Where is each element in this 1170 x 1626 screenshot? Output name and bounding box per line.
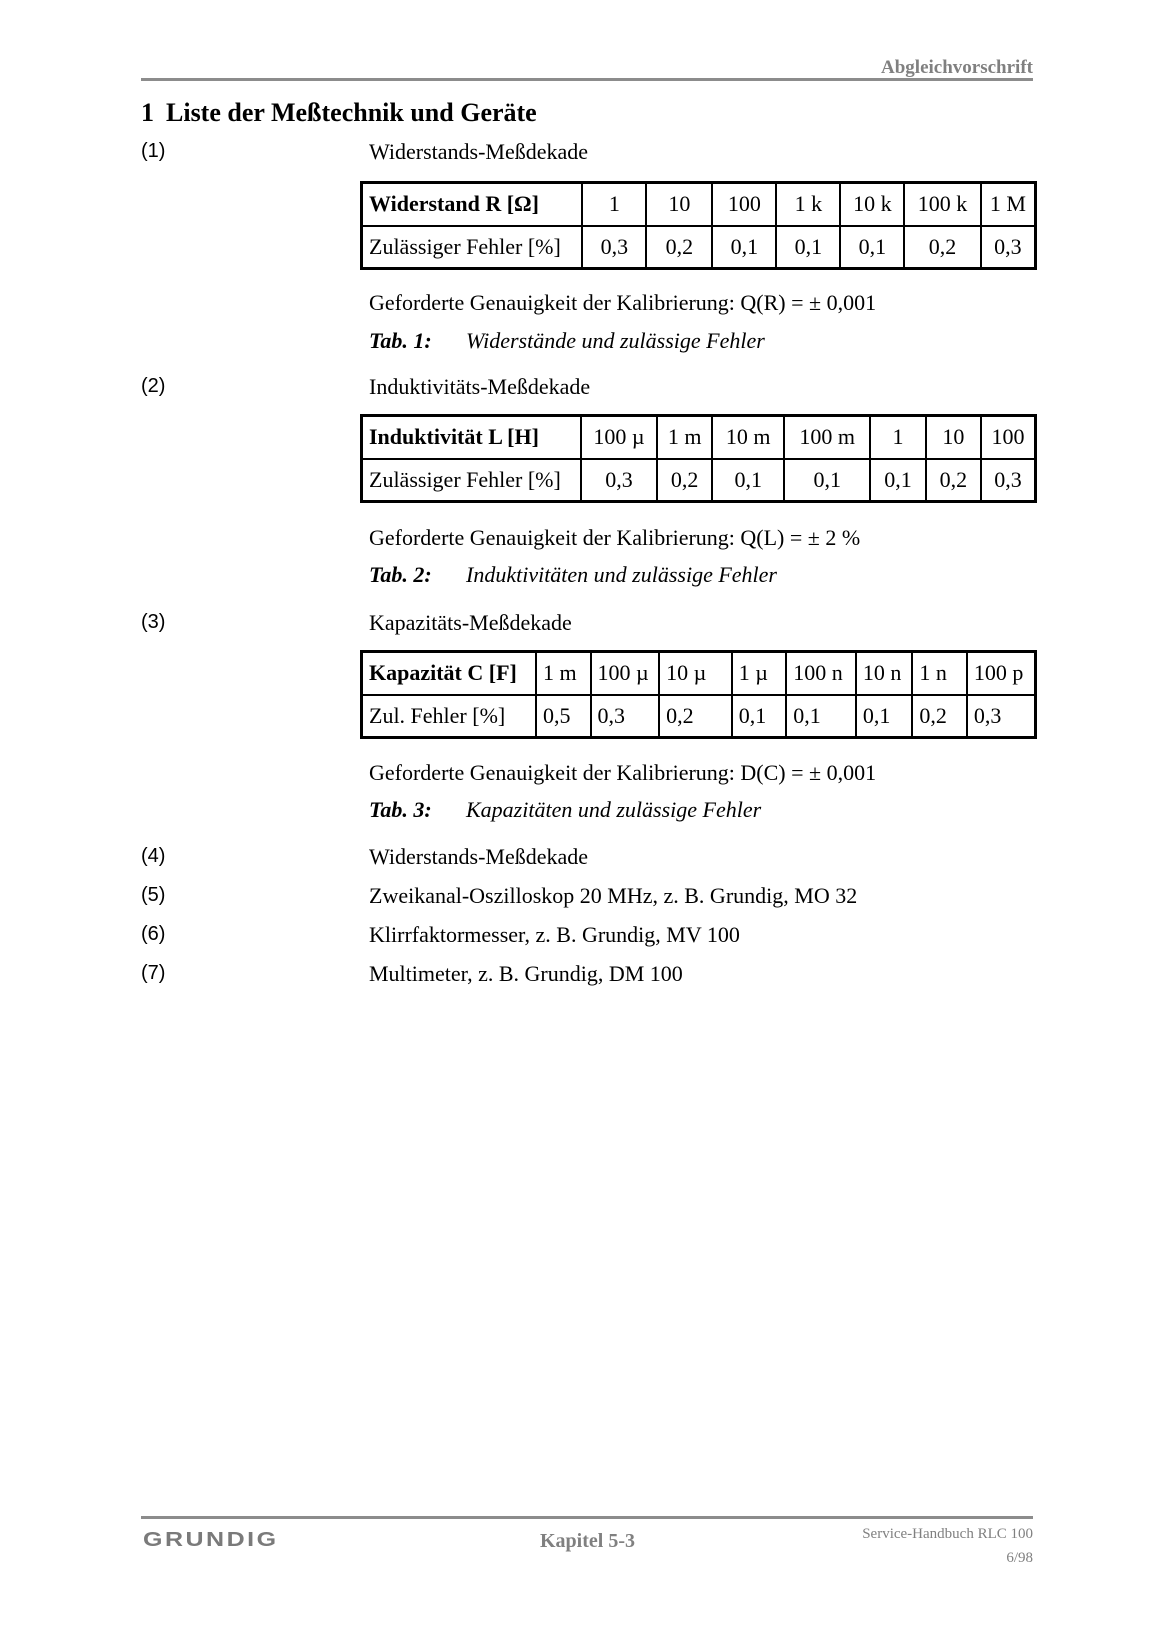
- item-number: (2): [141, 375, 166, 397]
- manual-title: Service-Handbuch RLC 100: [862, 1526, 1033, 1542]
- item-label: Induktivitäts-Meßdekade: [369, 374, 591, 399]
- footer-rule: [141, 1516, 1033, 1519]
- table-column: 10: [646, 183, 712, 226]
- table-header-label: Induktivität L [H]: [362, 416, 582, 459]
- table-column: 100 µ: [591, 652, 660, 695]
- table-cell: 0,1: [776, 226, 840, 269]
- page-number: 6/98: [1006, 1550, 1033, 1566]
- table-column: 1 k: [776, 183, 840, 226]
- item-number: (3): [141, 611, 166, 633]
- table-column: 100 n: [786, 652, 856, 695]
- table-cell: 0,1: [856, 695, 913, 738]
- section-number: 1: [141, 98, 154, 127]
- table-caption: [369, 328, 765, 354]
- table-header-label: Widerstand R [Ω]: [362, 183, 583, 226]
- table-cell: 0,1: [870, 459, 925, 502]
- item-number: (4): [141, 845, 166, 867]
- table-row-label: Zulässiger Fehler [%]: [362, 459, 582, 502]
- table-row: [362, 695, 1036, 738]
- table-column: 10 µ: [659, 652, 732, 695]
- caption-label: Tab. 3:: [369, 797, 432, 822]
- table-column: 1: [582, 183, 646, 226]
- table-cell: 0,3: [967, 695, 1036, 738]
- table-cell: 0,3: [582, 226, 646, 269]
- section-title: [141, 98, 537, 128]
- table-cell: 0,3: [981, 459, 1035, 502]
- caption-text: Induktivitäten und zulässige Fehler: [466, 562, 777, 587]
- calibration-note: Geforderte Genauigkeit der Kalibrierung: Q(L) = ± 2 %: [369, 525, 861, 550]
- capacitance-table: [360, 650, 1037, 739]
- item-label: Multimeter, z. B. Grundig, DM 100: [369, 961, 683, 986]
- table-cell: 0,2: [657, 459, 712, 502]
- caption-text: Kapazitäten und zulässige Fehler: [466, 797, 762, 822]
- table-cell: 0,1: [712, 459, 784, 502]
- footer-manual-info: [862, 1522, 1033, 1570]
- caption-text: Widerstände und zulässige Fehler: [466, 328, 765, 353]
- table-column: 10 k: [840, 183, 904, 226]
- table-caption: [369, 797, 761, 823]
- table-row: [362, 183, 1036, 226]
- table-column: 10 m: [712, 416, 784, 459]
- item-label: Zweikanal-Oszilloskop 20 MHz, z. B. Grundig, MO 32: [369, 883, 858, 908]
- inductance-table: [360, 414, 1037, 503]
- calibration-note: Geforderte Genauigkeit der Kalibrierung: D(C) = ± 0,001: [369, 760, 877, 785]
- table-column: 1 M: [981, 183, 1036, 226]
- table-cell: 0,1: [840, 226, 904, 269]
- item-number: (6): [141, 923, 166, 945]
- table-cell: 0,5: [536, 695, 590, 738]
- table-cell: 0,3: [591, 695, 660, 738]
- table-caption: [369, 562, 777, 588]
- item-label: Klirrfaktormesser, z. B. Grundig, MV 100: [369, 922, 740, 947]
- table-column: 100 m: [784, 416, 870, 459]
- table-cell: 0,2: [912, 695, 966, 738]
- table-column: 10: [926, 416, 981, 459]
- table-row: [362, 652, 1036, 695]
- table-cell: 0,2: [904, 226, 980, 269]
- table-cell: 0,2: [659, 695, 732, 738]
- table-column: 1 m: [657, 416, 712, 459]
- grundig-logo: GRUNDIG: [143, 1529, 279, 1551]
- calibration-note: Geforderte Genauigkeit der Kalibrierung: Q(R) = ± 0,001: [369, 290, 877, 315]
- table-cell: 0,1: [784, 459, 870, 502]
- header-rule: [141, 78, 1033, 81]
- table-column: 1 n: [912, 652, 966, 695]
- section-title-text: Liste der Meßtechnik und Geräte: [166, 98, 537, 127]
- item-label: Widerstands-Meßdekade: [369, 139, 589, 164]
- table-row-label: Zul. Fehler [%]: [362, 695, 537, 738]
- table-header-label: Kapazität C [F]: [362, 652, 537, 695]
- table-column: 1 m: [536, 652, 590, 695]
- table-column: 100 k: [904, 183, 980, 226]
- item-number: (5): [141, 884, 166, 906]
- item-number: (7): [141, 962, 166, 984]
- item-label: Widerstands-Meßdekade: [369, 844, 589, 869]
- table-column: 100 p: [967, 652, 1036, 695]
- table-cell: 0,2: [646, 226, 712, 269]
- table-column: 100: [981, 416, 1035, 459]
- table-cell: 0,1: [786, 695, 856, 738]
- caption-label: Tab. 1:: [369, 328, 432, 353]
- table-column: 100: [712, 183, 776, 226]
- table-row: [362, 459, 1036, 502]
- table-column: 10 n: [856, 652, 913, 695]
- table-row: [362, 416, 1036, 459]
- caption-label: Tab. 2:: [369, 562, 432, 587]
- table-row-label: Zulässiger Fehler [%]: [362, 226, 583, 269]
- table-cell: 0,1: [732, 695, 786, 738]
- item-label: Kapazitäts-Meßdekade: [369, 610, 572, 635]
- table-row: [362, 226, 1036, 269]
- chapter-label: Kapitel 5-3: [540, 1530, 635, 1552]
- table-cell: 0,3: [581, 459, 657, 502]
- running-header: Abgleichvorschrift: [881, 57, 1033, 78]
- table-column: 1 µ: [732, 652, 786, 695]
- table-cell: 0,3: [981, 226, 1036, 269]
- item-number: (1): [141, 140, 166, 162]
- resistance-table: [360, 181, 1037, 270]
- table-column: 100 µ: [581, 416, 657, 459]
- table-cell: 0,1: [712, 226, 776, 269]
- table-cell: 0,2: [926, 459, 981, 502]
- table-column: 1: [870, 416, 925, 459]
